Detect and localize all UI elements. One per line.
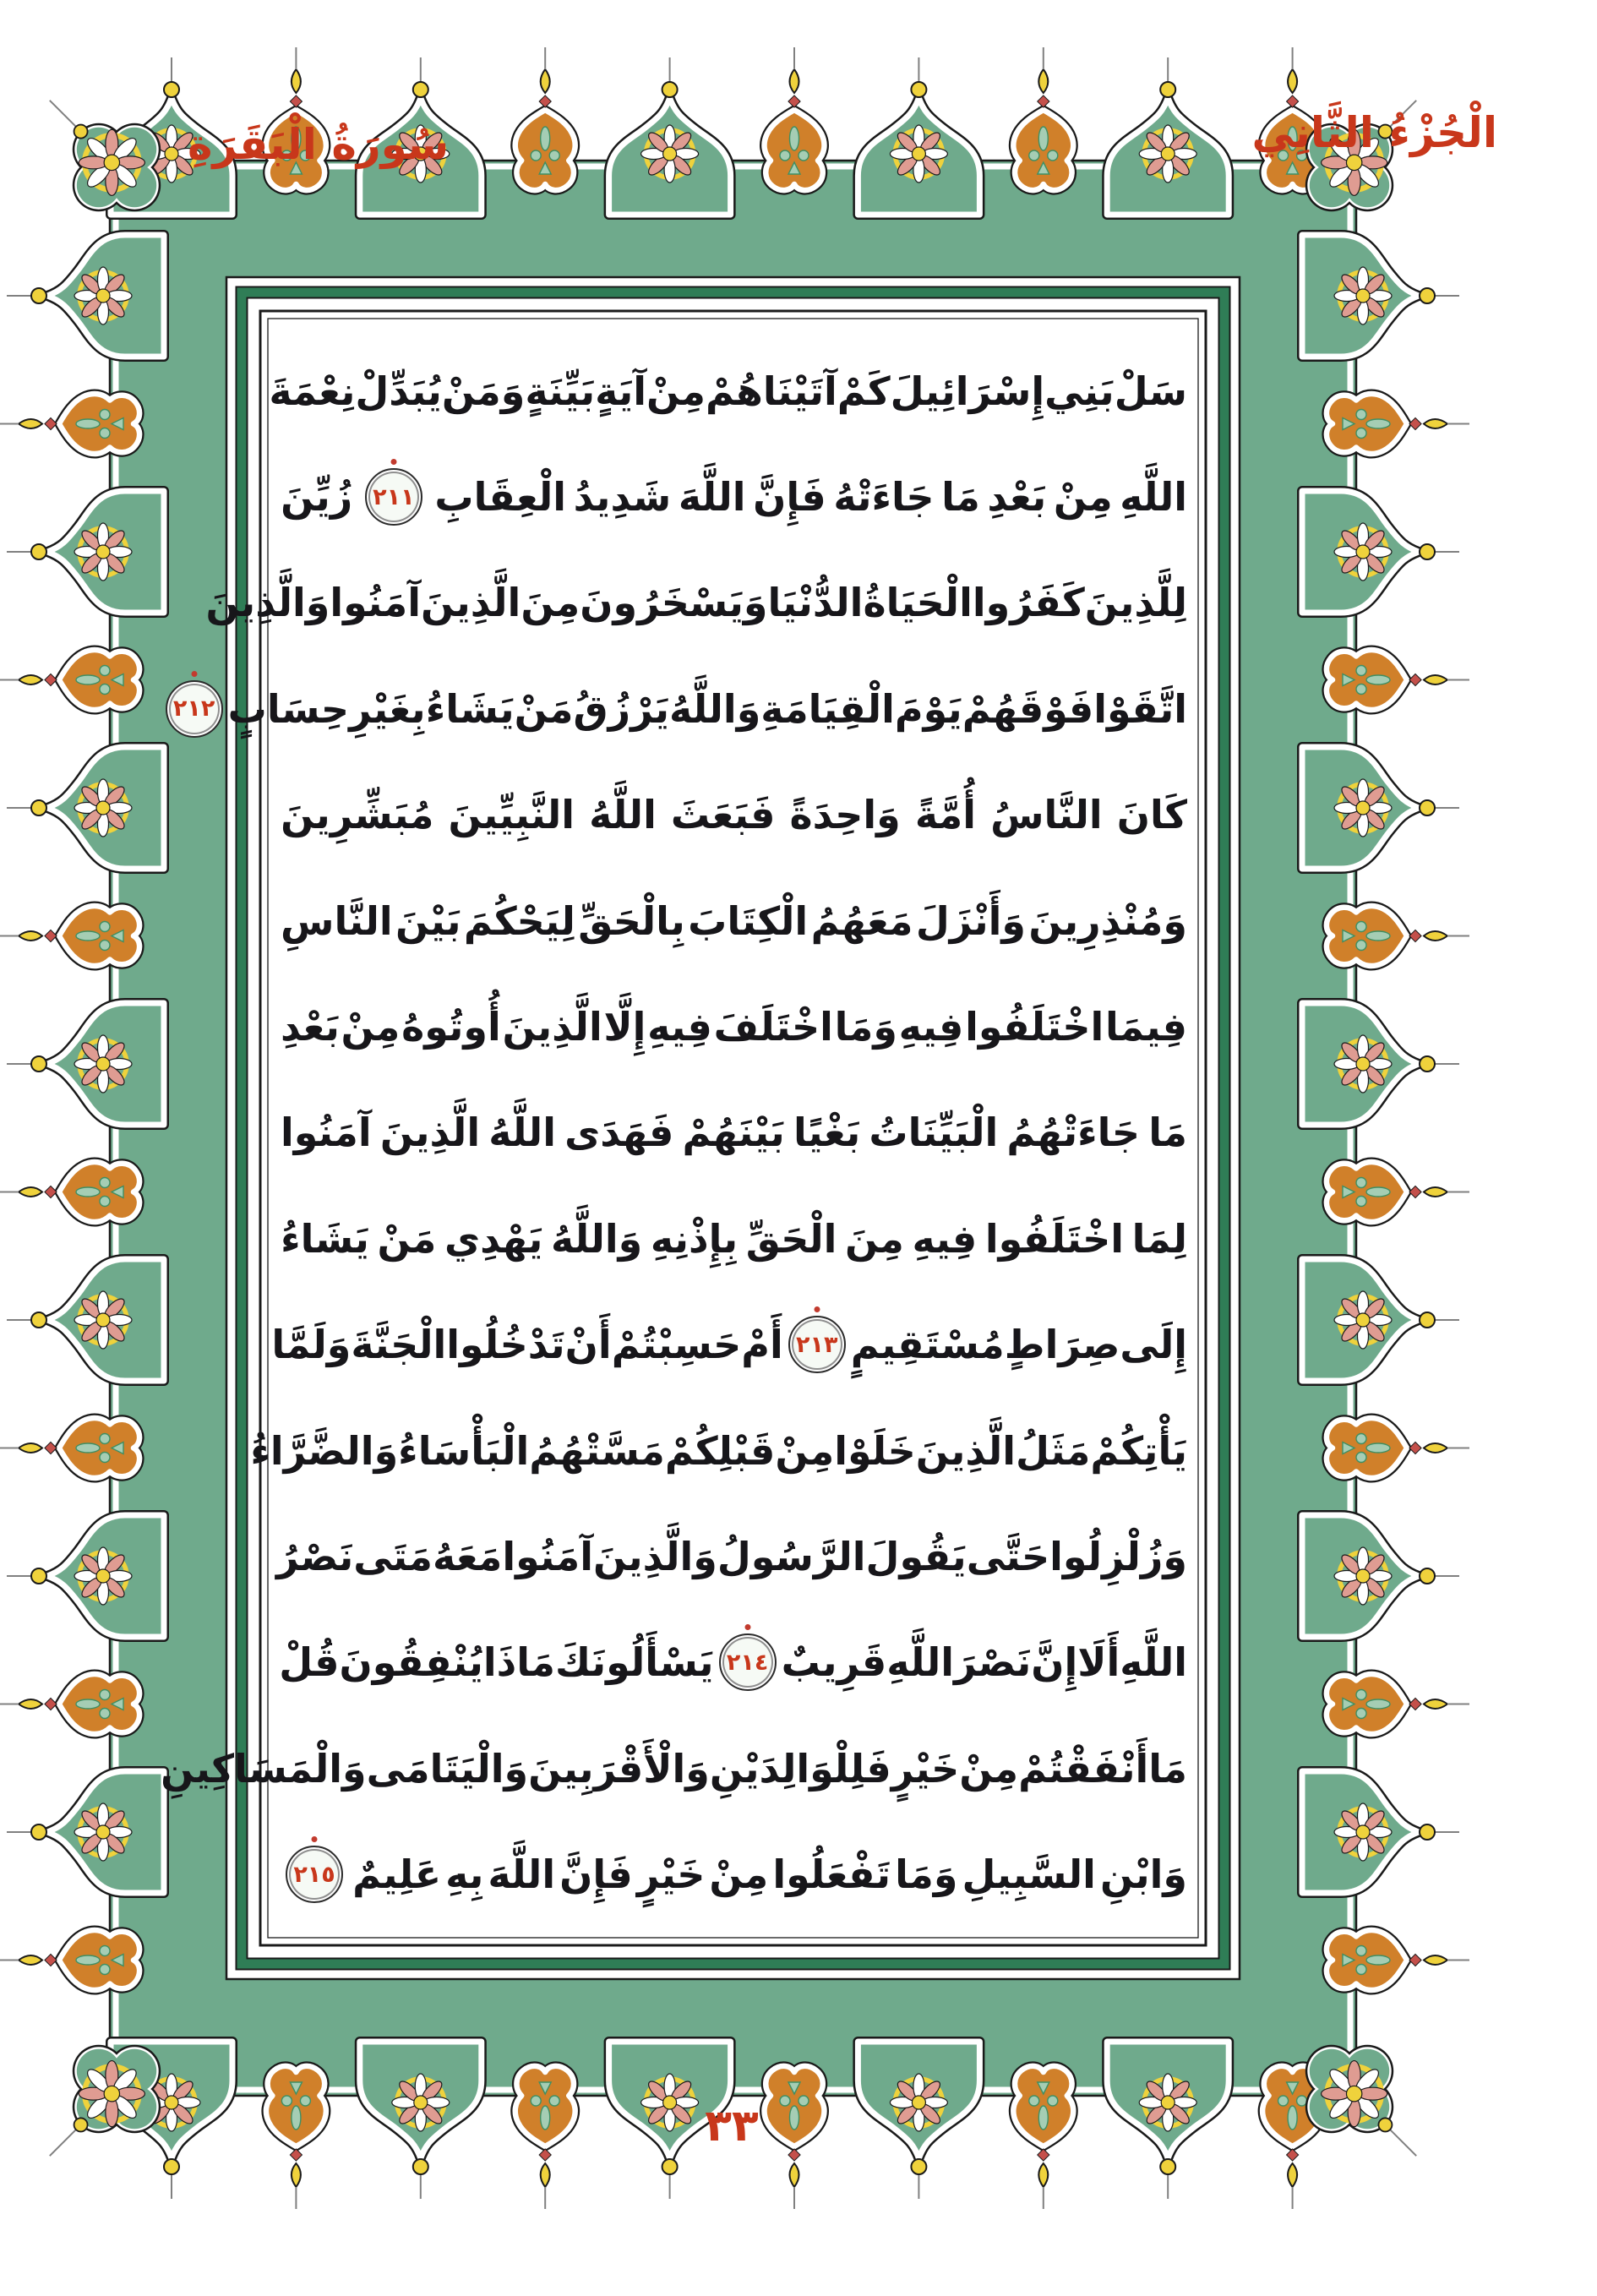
quran-word: فِيهِ [647, 1004, 712, 1050]
quran-word: مِنْ [709, 1852, 769, 1898]
mushaf-line [281, 973, 1187, 1079]
quran-word: وَالْمَسَاكِينِ [161, 1745, 367, 1792]
quran-word: يُبَدِّلْ [355, 368, 442, 414]
quran-word: صِرَاطٍ [1004, 1322, 1120, 1368]
quran-word: الدُّنْيَا [767, 580, 864, 626]
quran-word: إِسْرَائِيلَ [890, 368, 1045, 414]
quran-word: جَاءَتْهُ [833, 474, 935, 521]
quran-word: يَهْدِي [444, 1215, 543, 1262]
quran-word: يَشَاءُ [281, 1215, 369, 1262]
quran-word: وَمَا [895, 1852, 958, 1898]
quran-word: أُوتُوهُ [401, 1004, 501, 1050]
quran-word: وَمَا [834, 1004, 897, 1050]
quran-word: حَتَّى [966, 1533, 1050, 1579]
quran-word: بِالْحَقِّ [578, 897, 685, 944]
quran-word: خَيْرٍ [636, 1852, 706, 1898]
quran-word: اخْتَلَفُوا [984, 1215, 1125, 1262]
quran-word: يَشَاءُ [425, 685, 515, 732]
mushaf-line [281, 1610, 1187, 1715]
quran-word: وَمَنْ [441, 368, 526, 414]
quran-word: وَابْنِ [1099, 1852, 1187, 1898]
quran-word: النَّاسُ [990, 792, 1103, 838]
quran-word: الَّذِينَ [915, 1427, 1017, 1474]
quran-word: إِلَى [1120, 1322, 1187, 1368]
quran-word: لِيَحْكُمَ [463, 897, 575, 944]
verse-number-badge: ٢١٢ [166, 680, 223, 738]
quran-word: أَنْ [564, 1322, 612, 1368]
quran-word: السَّبِيلِ [962, 1852, 1096, 1898]
quran-word: زُيِّنَ [281, 474, 353, 521]
quran-word: كَانَ [1116, 792, 1187, 838]
verse-number-badge: ٢١٣ [788, 1316, 846, 1373]
quran-word: فِيهِ [898, 1004, 964, 1050]
quran-word: بَيْنَهُمْ [682, 1110, 785, 1156]
quran-word: مَتَى [353, 1533, 433, 1579]
quran-word: شَدِيدُ [573, 474, 672, 521]
quran-word: وَلَمَّا [271, 1322, 352, 1368]
quran-word: بِغَيْرِ [349, 685, 426, 732]
quran-word: وَاللَّهُ [550, 1215, 643, 1262]
quran-word: أَمْ [741, 1322, 783, 1368]
quran-word: مَثَلُ [1016, 1427, 1091, 1474]
quran-word: نَصْرَ [954, 1639, 1032, 1686]
quran-word: وَمُنْذِرِينَ [1028, 897, 1187, 944]
mushaf-line [205, 550, 1187, 656]
quran-word: مَا [1148, 1745, 1187, 1792]
mushaf-line [271, 1292, 1187, 1398]
quran-word: آتَيْنَاهُمْ [705, 368, 837, 414]
quran-word: كَمْ [837, 368, 891, 414]
mushaf-line [172, 656, 1187, 761]
quran-word: اللَّهَ [488, 1852, 556, 1898]
quran-word: حَسِبْتُمْ [611, 1322, 742, 1368]
quran-word: فَإِنَّ [753, 474, 826, 521]
quran-word: أَلَا [1077, 1639, 1120, 1686]
mushaf-line [281, 1186, 1187, 1291]
quran-word: الْعِقَابِ [434, 474, 567, 521]
quran-word: مِنْ [341, 1004, 401, 1050]
quran-word: جَاءَتْهُمُ [1006, 1110, 1141, 1156]
quran-word: قُلْ [279, 1639, 340, 1686]
quran-word: آمَنُوا [281, 1110, 372, 1156]
quran-word: إِنَّ [1031, 1639, 1078, 1686]
quran-word: وَأَنْزَلَ [915, 897, 1027, 944]
quran-word: مِنَ [521, 580, 580, 626]
quran-word: بَنِي [1044, 368, 1115, 414]
juz-header: الْجُزْءُ الثَّانِي [1251, 108, 1497, 157]
quran-word: اللَّهَ [678, 474, 746, 521]
quran-word: مُسْتَقِيمٍ [850, 1322, 1005, 1368]
quran-word: يَسْأَلُونَكَ [555, 1639, 714, 1686]
quran-word: بَغْيًا [793, 1110, 861, 1156]
quran-word: اللَّهِ [1120, 1639, 1187, 1686]
mushaf-line [161, 1715, 1187, 1821]
mushaf-line [276, 1503, 1187, 1609]
quran-word: نَصْرُ [276, 1533, 354, 1579]
quran-word: مِنَ [844, 1215, 904, 1262]
quran-word: تَفْعَلُوا [772, 1852, 891, 1898]
quran-word: وَزُلْزِلُوا [1049, 1533, 1187, 1579]
quran-word: بَعْدِ [987, 474, 1047, 521]
quran-word: الَّذِينَ [379, 1110, 481, 1156]
quran-word: اللَّهِ [1120, 474, 1187, 521]
quran-word: مَاذَا [482, 1639, 555, 1686]
quran-word: فَإِنَّ [559, 1852, 633, 1898]
quran-word: بَعْدِ [281, 1004, 340, 1050]
quran-word: مِنْ [646, 368, 706, 414]
quran-word: اخْتَلَفُوا [965, 1004, 1104, 1050]
quran-word: يَوْمَ [894, 685, 962, 732]
quran-word: مَعَهُمُ [810, 897, 913, 944]
quran-word: لِمَا [1131, 1215, 1187, 1262]
quran-word: اتَّقَوْا [1093, 685, 1187, 732]
quran-word: الْقِيَامَةِ [760, 685, 895, 732]
quran-word: قَبْلِكُمْ [664, 1427, 776, 1474]
quran-word: حِسَابٍ [227, 685, 350, 732]
quran-word: فِيمَا [1104, 1004, 1187, 1050]
page-number: ٣٣ [705, 2101, 759, 2151]
quran-word: مَنْ [514, 685, 574, 732]
quran-word: وَالْأَقْرَبِينَ [528, 1745, 710, 1792]
quran-word: مَا [941, 474, 980, 521]
quran-word: بَيْنَ [395, 897, 461, 944]
mushaf-line [281, 1821, 1187, 1927]
quran-word: بَيِّنَةٍ [525, 368, 596, 414]
quran-word: آيَةٍ [595, 368, 647, 414]
quran-word: وَالَّذِينَ [593, 1533, 717, 1579]
mushaf-line [281, 444, 1187, 549]
quran-word: اللَّهُ [589, 792, 657, 838]
quran-word: آمَنُوا [330, 580, 422, 626]
verse-number-badge: ٢١٥ [286, 1846, 343, 1903]
quran-word: فَوْقَهُمْ [962, 685, 1094, 732]
mushaf-line [281, 868, 1187, 973]
quran-word: لِلَّذِينَ [1084, 580, 1187, 626]
quran-word: الْكِتَابَ [688, 897, 809, 944]
quran-word: فَلِلْوَالِدَيْنِ [709, 1745, 891, 1792]
quran-word: خَيْرٍ [891, 1745, 960, 1792]
quran-word: اللَّهِ [886, 1639, 954, 1686]
quran-word: خَلَوْا [834, 1427, 916, 1474]
surah-header: سُورَةُ الْبَقَرَةِ [188, 120, 450, 169]
quran-word: فِيهِ [912, 1215, 978, 1262]
quran-word: الْحَقِّ [745, 1215, 837, 1262]
quran-word: اللَّهُ [488, 1110, 556, 1156]
quran-word: يُنْفِقُونَ [339, 1639, 483, 1686]
quran-word: يَرْزُقُ [573, 685, 669, 732]
quran-word: آمَنُوا [502, 1533, 594, 1579]
quran-word: مَنْ [377, 1215, 437, 1262]
quran-word: أُمَّةً [914, 792, 976, 838]
quran-word: الْجَنَّةَ [351, 1322, 447, 1368]
quran-word: مِنْ [959, 1745, 1019, 1792]
quran-word: وَاللَّهُ [668, 685, 761, 732]
quran-word: فَهَدَى [564, 1110, 674, 1156]
mushaf-line [281, 762, 1187, 868]
quran-word: مُبَشِّرِينَ [281, 792, 434, 838]
quran-word: كَفَرُوا [972, 580, 1085, 626]
quran-word: أَنْفَقْتُمْ [1018, 1745, 1149, 1792]
quran-word: النَّبِيِّينَ [448, 792, 575, 838]
quran-word: يَأْتِكُمْ [1090, 1427, 1187, 1474]
quran-word: مِنْ [1053, 474, 1113, 521]
quran-word: فَبَعَثَ [670, 792, 776, 838]
quran-word: وَيَسْخَرُونَ [580, 580, 768, 626]
mushaf-text-area [161, 338, 1187, 1928]
quran-word: عَلِيمٌ [352, 1852, 442, 1898]
mushaf-line [281, 1080, 1187, 1186]
quran-word: نِعْمَةَ [269, 368, 356, 414]
quran-word: اخْتَلَفَ [713, 1004, 833, 1050]
quran-word: الْبَأْسَاءُ [398, 1427, 530, 1474]
quran-word: الْحَيَاةُ [863, 580, 973, 626]
quran-word: بِهِ [445, 1852, 484, 1898]
quran-word: سَلْ [1114, 368, 1187, 414]
quran-word: وَاحِدَةً [789, 792, 901, 838]
quran-word: الَّذِينَ [502, 1004, 602, 1050]
verse-number-badge: ٢١١ [365, 468, 422, 526]
quran-word: وَالْيَتَامَى [366, 1745, 529, 1792]
quran-word: قَرِيبٌ [781, 1639, 887, 1686]
quran-word: تَدْخُلُوا [446, 1322, 565, 1368]
mushaf-line [250, 1398, 1187, 1503]
quran-word: إِلَّا [603, 1004, 646, 1050]
quran-word: مَا [1148, 1110, 1187, 1156]
quran-word: مَسَّتْهُمُ [529, 1427, 665, 1474]
quran-word: بِإِذْنِهِ [650, 1215, 739, 1262]
quran-word: مِنْ [775, 1427, 835, 1474]
quran-word: وَالضَّرَّاءُ [250, 1427, 399, 1474]
quran-word: يَقُولَ [865, 1533, 967, 1579]
verse-number-badge: ٢١٤ [719, 1633, 777, 1691]
quran-word: النَّاسِ [281, 897, 393, 944]
quran-word: الْبَيِّنَاتُ [869, 1110, 999, 1156]
mushaf-line [269, 338, 1187, 444]
quran-word: الَّذِينَ [421, 580, 521, 626]
quran-word: مَعَهُ [433, 1533, 503, 1579]
quran-word: الرَّسُولُ [717, 1533, 866, 1579]
quran-word: وَالَّذِينَ [205, 580, 330, 626]
